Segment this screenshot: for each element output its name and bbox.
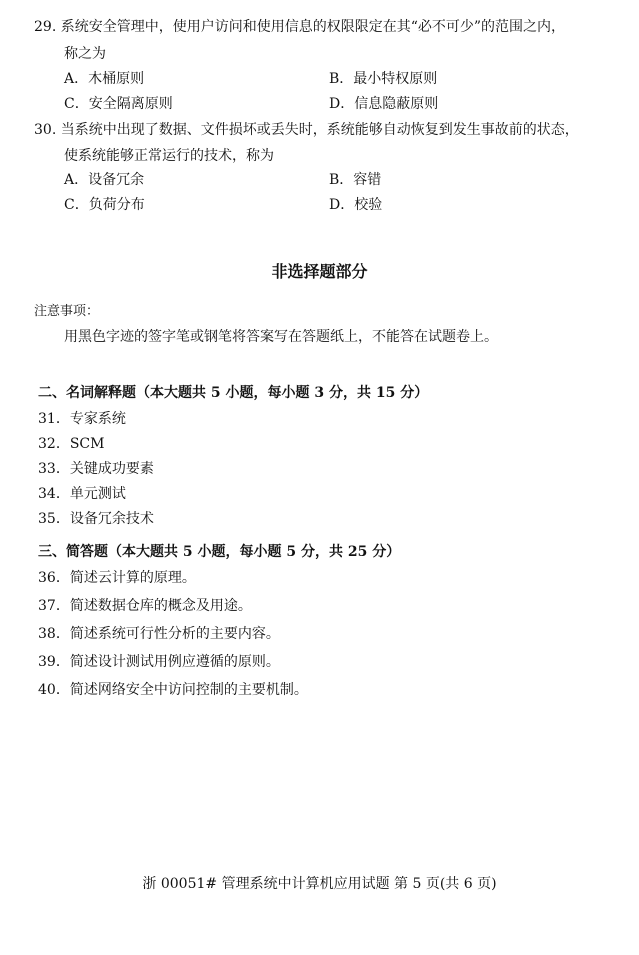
question-30-text-cont: 使系统能够正常运行的技术，称为	[64, 148, 274, 164]
section-3-item: 40．简述网络安全中访问控制的主要机制。	[38, 682, 308, 698]
part-title: 非选择题部分	[271, 262, 368, 281]
question-29-option-d: D．信息隐蔽原则	[329, 96, 439, 112]
question-29-option-a: A．木桶原则	[64, 71, 145, 87]
section-2-item: 31．专家系统	[38, 411, 126, 427]
question-30-text: 30. 当系统中出现了数据、文件损坏或丢失时，系统能够自动恢复到发生事故前的状态，	[34, 122, 579, 138]
section-3-item: 37．简述数据仓库的概念及用途。	[38, 598, 252, 614]
notice-text: 用黑色字迹的签字笔或钢笔将答案写在答题纸上，不能答在试题卷上。	[64, 329, 498, 345]
notice-label: 注意事项：	[34, 304, 100, 319]
section-2-item: 32．SCM	[38, 436, 105, 452]
question-29-text: 29. 系统安全管理中，使用户访问和使用信息的权限限定在其“必不可少”的范围之内，	[34, 19, 566, 35]
section-2-heading: 二、名词解释题（本大题共 5 小题，每小题 3 分，共 15 分）	[38, 385, 429, 401]
question-29-option-b: B．最小特权原则	[329, 71, 438, 87]
section-3-heading: 三、简答题（本大题共 5 小题，每小题 5 分，共 25 分）	[38, 544, 401, 560]
page-footer: 浙 00051# 管理系统中计算机应用试题 第 5 页(共 6 页)	[142, 876, 497, 892]
section-2-item: 33．关键成功要素	[38, 461, 154, 477]
section-2-item: 34．单元测试	[38, 486, 126, 502]
question-30-option-a: A．设备冗余	[64, 172, 145, 188]
section-3-item: 38．简述系统可行性分析的主要内容。	[38, 626, 280, 642]
section-3-item: 36．简述云计算的原理。	[38, 570, 196, 586]
question-30-option-b: B．容错	[329, 172, 382, 188]
question-29-option-c: C．安全隔离原则	[64, 96, 173, 112]
question-30-option-d: D．校验	[329, 197, 383, 213]
section-3-item: 39．简述设计测试用例应遵循的原则。	[38, 654, 280, 670]
section-2-item: 35．设备冗余技术	[38, 511, 154, 527]
question-29-text-cont: 称之为	[64, 46, 106, 62]
question-30-option-c: C．负荷分布	[64, 197, 145, 213]
